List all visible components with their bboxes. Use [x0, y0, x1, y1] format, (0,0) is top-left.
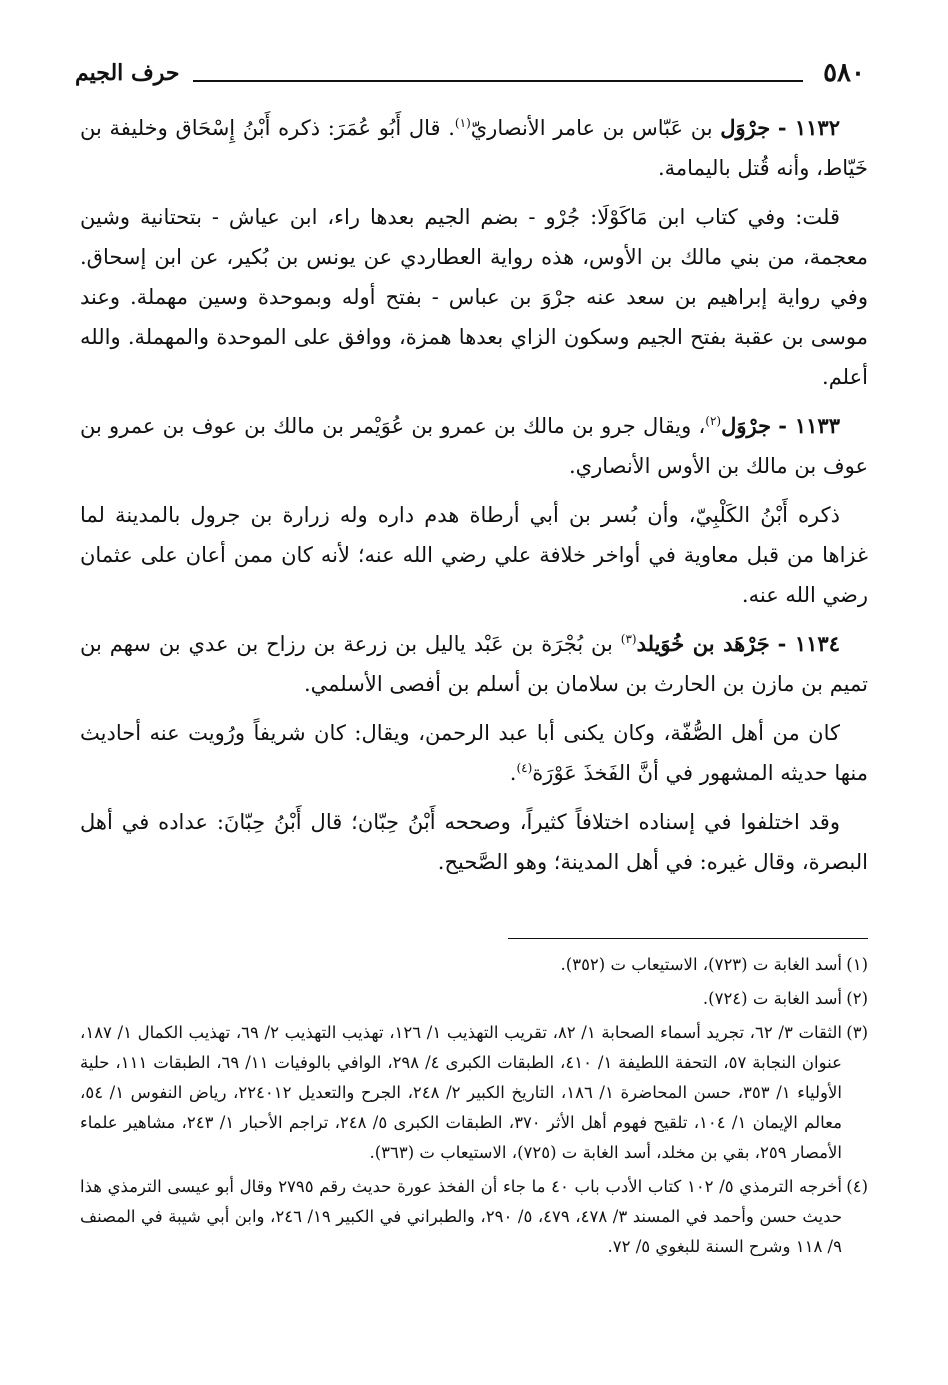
- entry-1132: [80, 108, 868, 188]
- commentary-paragraph: [80, 802, 868, 882]
- footnote-mark: (٢): [846, 989, 868, 1008]
- entry-text-continued: . قال أَبُو عُمَرَ: ذكره أَبْنُ إِسْحَاق وخليفة بن خَيّاط، وأنه قُتل باليمامة.: [80, 116, 868, 180]
- entry-number: ١١٣٢ -: [777, 115, 840, 140]
- entry-number: ١١٣٤ -: [777, 631, 840, 656]
- paragraph-text: قلت: وفي كتاب ابن مَاكَوْلَا: جُرْو - بضم الجيم بعدها راء، ابن عياش - بتحتانية وشين معجمة، من بني مالك بن الأوس، هذه رواية العطاردي عن يونس بن بُكير، عن ابن إسحاق. وفي رواية إبراهيم بن سعد عنه جرْوَ بن عباس - بفتح أوله وبموحدة وسين مهملة. وعند موسى بن عقبة بفتح الجيم وسكون الزاي بعدها همزة، ووافق على الموحدة والمهملة. والله أعلم.: [80, 205, 868, 389]
- commentary-paragraph: [80, 495, 868, 615]
- footnote-mark: (٣): [846, 1023, 868, 1042]
- paragraph-text-end: .: [509, 761, 517, 785]
- entry-name: جَرْهَد بن خُوَيلد: [636, 631, 770, 656]
- entry-name: جرْوَل: [720, 115, 771, 140]
- page-header: [75, 58, 865, 90]
- footnote-ref: (٣): [620, 632, 637, 646]
- footnote-2: [80, 984, 868, 1014]
- footnote-text: الثقات ٣/ ٦٢، تجريد أسماء الصحابة ١/ ٨٢، تقريب التهذيب ١/ ١٢٦، تهذيب التهذيب ٢/ ٦٩، تهذيب الكمال ١/ ١٨٧، عنوان النجابة ٥٧، التحفة اللطيفة ١/ ٤١٠، الطبقات الكبرى ٤/ ٢٩٨، الوافي بالوفيات ١١/ ٦٩، الطبقات ١١١، حلية الأولياء ١/ ٣٥٣، حسن المحاضرة ١/ ١٨٦، التاريخ الكبير ٢/ ٢٤٨، الجرح والتعديل ٢٢٤٠١٢، رياض النفوس ١/ ٥٤، معالم الإيمان ١/ ١٠٤، تلقيح فهوم أهل الأثر ٣٧٠، الطبقات الكبرى ٥/ ٢٤٨، تراجم الأحبار ١/ ٢٤٣، مشاهير علماء الأمصار ٢٥٩، بقي بن مخلد، أسد الغابة ت (٧٢٥)، الاستيعاب ت (٣٦٣).: [80, 1023, 842, 1162]
- footnote-separator: [508, 938, 868, 939]
- entry-1133: [80, 406, 868, 486]
- header-rule: [193, 80, 803, 82]
- entry-text-continued: بن بُجْرَة بن عَبْد ياليل بن زرعة بن رزاح بن عدي بن سهم بن تميم بن مازن بن الحارث بن سلامان بن أسلم بن أفصى الأسلمي.: [80, 632, 868, 696]
- footnote-text: أخرجه الترمذي ٥/ ١٠٢ كتاب الأدب باب ٤٠ ما جاء أن الفخذ عورة حديث رقم ٢٧٩٥ وقال أبو عيسى الترمذي هذا حديث حسن وأحمد في المسند ٣/ ٤٧٨، ٤٧٩، ٥/ ٢٩٠، والطبراني في الكبير ١٩/ ٢٤٦، وابن أبي شيبة في المصنف ٩/ ١١٨ وشرح السنة للبغوي ٥/ ٧٢.: [80, 1177, 843, 1256]
- paragraph-text: ذكره أَبْنُ الكَلْبِيّ، وأن بُسر بن أبي أرطاة هدم داره وله زرارة بن جرول بالمدينة لما غزاها من قبل معاوية في أواخر خلافة علي رضي الله عنه؛ لأنه كان ممن أعان على عثمان رضي الله عنه.: [80, 503, 868, 607]
- footnote-text: أسد الغابة ت (٧٢٤).: [702, 989, 842, 1008]
- footnote-4: [80, 1172, 868, 1262]
- paragraph-text: كان من أهل الصُّفّة، وكان يكنى أبا عبد الرحمن، ويقال: كان شريفاً ورُويت عنه أحاديث منها حديثه المشهور في أنَّ الفَخذَ عَوْرَة: [80, 721, 868, 785]
- chapter-title: حرف الجيم: [75, 60, 180, 86]
- footnote-text: أسد الغابة ت (٧٢٣)، الاستيعاب ت (٣٥٢).: [560, 955, 842, 974]
- entry-name: جرْوَل: [721, 413, 772, 438]
- main-text: [80, 108, 868, 891]
- footnote-ref: (٢): [705, 414, 722, 428]
- commentary-paragraph: [80, 713, 868, 793]
- footnotes: [80, 950, 868, 1266]
- entry-number: ١١٣٣ -: [778, 413, 840, 438]
- entry-text: بن عَبّاس بن عامر الأنصاريّ: [470, 116, 721, 140]
- paragraph-text: وقد اختلفوا في إسناده اختلافاً كثيراً، وصححه أَبْنُ حِبّان؛ قال أَبْنُ حِبّانَ: عداده في أهل البصرة، وقال غيره: في أهل المدينة؛ وهو الصَّحيح.: [80, 810, 868, 874]
- page-number: ٥٨٠: [823, 58, 865, 88]
- footnote-mark: (١): [846, 955, 868, 974]
- commentary-paragraph: [80, 197, 868, 397]
- footnote-mark: (٤): [846, 1177, 868, 1196]
- entry-1134: [80, 624, 868, 704]
- footnote-ref: (١): [454, 116, 471, 130]
- footnote-1: [80, 950, 868, 980]
- footnote-ref: (٤): [516, 761, 533, 775]
- footnote-3: [80, 1018, 868, 1168]
- entry-text-continued: ، ويقال جرو بن مالك بن عمرو بن عُوَيْمر بن مالك بن عوف بن عمرو بن عوف بن مالك بن الأوس الأنصاري.: [80, 414, 868, 478]
